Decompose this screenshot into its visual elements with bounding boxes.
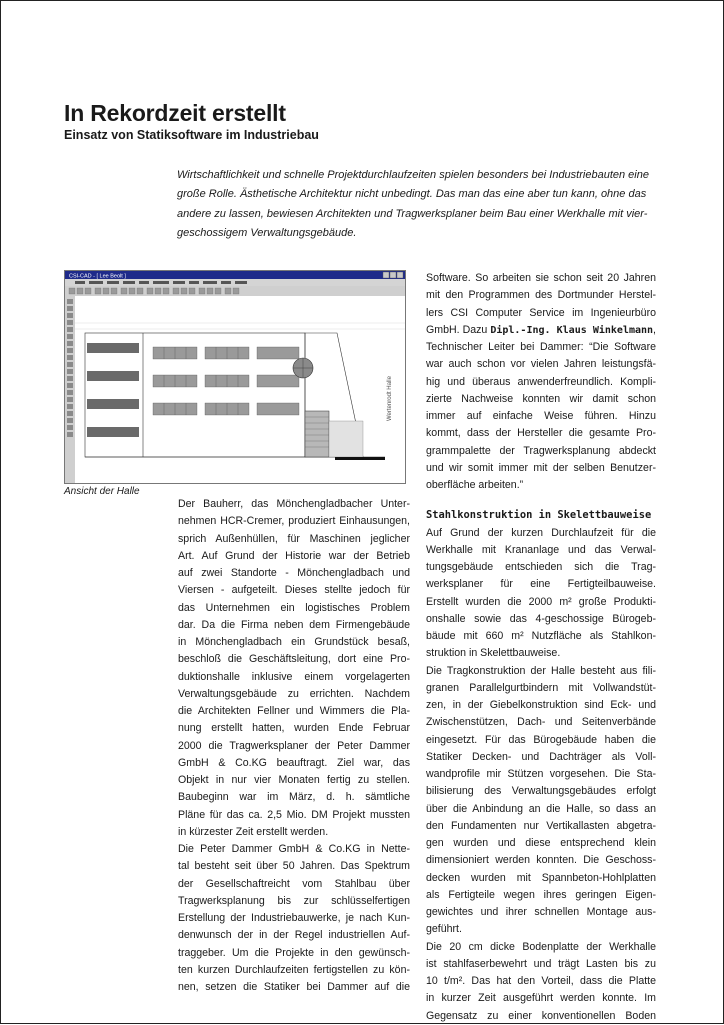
body-line: hig und überaus anwenderfreundlich. Kompli- [426,375,656,388]
body-line: decken wurden mit Spannbeton-Hohlplatten [426,871,656,884]
body-line: geführt. [426,923,462,936]
cad-facade-label: Wertenrodt Halle [387,376,393,421]
body-line: war auch schon vor vielen Jahren leistungsfä- [426,358,656,371]
body-line: struktion in Skelettbauweise. [426,647,561,660]
section-subheading: Stahlkonstruktion in Skelettbauweise [426,509,652,522]
body-line: onshalle sowie das 4-geschossige Bürogeb- [426,612,656,625]
body-line: beschloß die Geschäftsleitung, dort eine Pro- [178,653,410,666]
body-line: ist stahlfaserbewehrt und trägt Lasten bis zu [426,957,656,970]
cad-window-title: CSI-CAD - [ Lee Beolt ] [69,273,126,280]
body-line: zen, in der Giebelkonstruktion sind Eck- und [426,699,656,711]
body-line: Technischer Leiter bei Dammer: “Die Software [426,341,656,353]
cad-screenshot-figure [64,270,406,484]
body-line: traggeber. Um die Projekte in den gewünsch- [178,946,410,959]
body-line: tal besteht seit über 50 Jahren. Das Spektrum [178,860,410,873]
article-title: In Rekordzeit erstellt [64,100,286,126]
body-line: ten kurzen Durchlaufzeiten fertigstellen zu kön- [178,963,410,976]
body-line: Statiker Decken- und Dachträger als Voll- [426,750,656,763]
body-line: gen wurden und diese entsprechend klein [426,837,656,849]
body-line: Erstellt wurden die 2000 m² große Produkti- [426,595,656,608]
body-line: nen, setzen die Statiker bei Dammer auf die [178,981,410,993]
body-line: Auf Grund der kurzen Durchlaufzeit für die [426,526,656,539]
body-line: Verwaltungsgebäude zu errichten. Nachdem [178,687,410,700]
body-line: dar. Da die Firma neben dem Firmengebäude [178,618,410,631]
body-line: den Fundamenten nur Vertikallasten abgetra- [426,819,656,832]
body-line: Erstellung der Industriebauwerke, je nach Kun- [178,912,410,924]
body-line: Software. So arbeiten sie schon seit 20 Jahren [426,272,656,284]
body-line: werksplaner für eine Fertigteilbauweise. [426,578,656,591]
body-line: tungsgebäude entschieden sich die Trag- [426,561,656,573]
body-line: Die Peter Dammer GmbH & Co.KG in Nette- [178,843,410,855]
body-line: Die Tragkonstruktion der Halle besteht aus fili- [426,664,656,677]
intro-line: Wirtschaftlichkeit und schnelle Projektdurchlaufzeiten spielen besonders bei Industriebauten eine [177,169,649,181]
body-line: 10 t/m². Das hat den Vorteil, dass die Platte [426,975,656,987]
body-line: dimensioniert werden konnten. Die Geschoss- [426,854,656,867]
body-line: Tragwerksplanung bis zur schlüsselfertigen [178,894,410,907]
body-line: oberfläche arbeiten.” [426,479,524,491]
body-line: Baubeginn war im März, d. h. sämtliche [178,791,410,804]
body-line: in kürzester Zeit erstellt werden. [178,825,329,838]
body-line: der Gesellschaftreicht vom Stahlbau über [178,877,410,890]
body-line: Viersen - aufgeteilt. Dieses stellte jedoch für [178,584,410,597]
intro-line: andere zu lassen, bewiesen Architekten und Tragwerksplaner beim Bau einer Werkhalle mit vier- [177,207,648,220]
dazu-prefix: GmbH. Dazu [426,323,491,336]
intro-line: geschossigem Verwaltungsgebäude. [177,227,357,240]
body-line-with-name [426,322,656,339]
body-line: granen Parallelgurtbindern mit Vollwandstüt- [426,681,656,694]
body-line: denwunsch der in der Regel industriellen Auf- [178,929,410,942]
body-line: Art. Auf Grund der Historie war der Betrieb [178,549,410,562]
body-line: Die 20 cm dicke Bodenplatte der Werkhalle [426,940,656,953]
dazu-suffix: , [653,323,656,336]
body-line: Der Bauherr, das Mönchengladbacher Unter- [178,498,410,510]
body-line: duktionshalle inklusive einem vorgelagerten [178,670,410,683]
body-line: bilisierung des Verwaltungsgebäudes erfolgt [426,785,656,798]
text-column-left [178,496,410,996]
body-line: nung erstellt hatten, wurden Ende Februar [178,722,410,735]
body-line: GmbH & Co.KG beauftragt. Ziel war, das [178,756,410,769]
body-line: in kurzer Zeit ausgeführt werden konnte. Im [426,992,656,1005]
body-line: gewichtes und ihrer schnellen Montage aus- [426,906,656,918]
article-subtitle: Einsatz von Statiksoftware im Industriebau [64,128,319,142]
body-line: und wir somit immer mit der selben Benutzer- [426,461,656,474]
person-name: Dipl.-Ing. Klaus Winkelmann [490,324,654,336]
body-line: grammpalette der Tragwerksplanung abdeckt [426,444,656,457]
text-column-right [426,270,656,1025]
body-line: wandprofile mir Stützen vorgesehen. Die Sta- [426,768,656,780]
body-line: auf zwei Standorte - Mönchengladbach und [178,567,410,579]
body-line: Objekt in nur vier Monaten fertig zu stellen. [178,774,410,786]
intro-line: große Rolle. Ästhetische Architektur nicht unbedingt. Das man das eine aber tun kann, ohne das [177,188,647,201]
body-line: bäude mit 660 m² Nutzfläche als Stahlkon- [426,630,656,642]
body-line: als Fertigteile wegen ihres geringen Eigen- [426,888,656,901]
body-line: eingesetzt. Für das Bürogebäude haben die [426,733,656,746]
body-line: Werkhalle mit Krananlage und das Verwal- [426,543,656,556]
body-line: mit den Programmen des Dortmunder Herstel- [426,289,656,302]
figure-caption: Ansicht der Halle [64,486,140,497]
body-line: lers CSI Computer Service im Ingenieurbüro [426,306,656,319]
intro-paragraph [177,166,655,244]
body-line: das Unternehmen ein logistisches Problem [178,601,410,614]
body-line: über die Anbindung an die Halle, so dass an [426,802,656,815]
body-line: kommt, dass der Hersteller die gesamte Pro- [426,427,656,440]
body-line: sprich Außenhüllen, für Maschinen jeglicher [178,532,410,545]
body-line: Zwischenstützen, Dach- und Seitenverbände [426,716,656,729]
body-line: 2000 die Tragwerksplaner der Peter Dammer [178,739,410,752]
body-line: zierte Nachweise konnten wir damit schon [426,392,656,405]
body-line: Gegensatz zu einer konventionellen Boden [426,1009,656,1022]
body-line: Pläne für das ca. 2,5 Mio. DM Projekt mussten [178,808,410,821]
body-line: immer auf einfache Weise führen. Hinzu [426,410,656,422]
body-line: in Mönchengladbach ein Grundstück besaß, [178,636,410,648]
body-line: nehmen HCR-Cremer, produziert Einhausungen, [178,515,410,528]
body-line: die Architekten Fellner und Wimmers die Pla- [178,705,410,717]
